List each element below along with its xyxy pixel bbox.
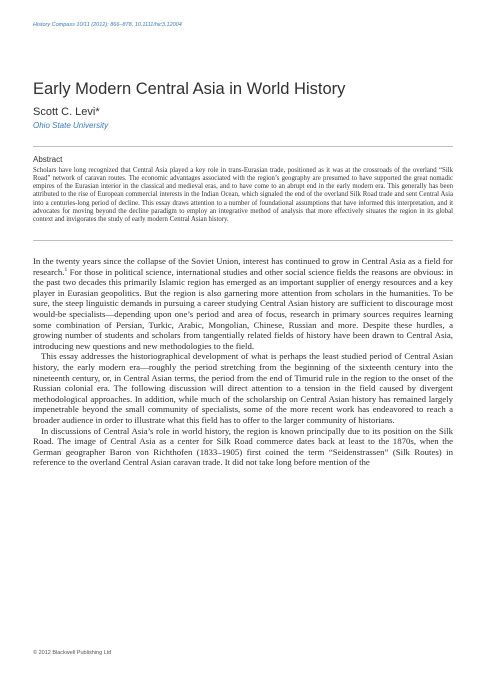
- body-paragraph-1: [33, 256, 453, 351]
- abstract-heading: Abstract: [33, 155, 63, 164]
- author-name: Scott C. Levi*: [33, 106, 100, 118]
- journal-citation[interactable]: History Compass 10/11 (2012): 866–878, 10.1111/hic3.12004: [33, 22, 182, 28]
- abstract-top-divider: [33, 146, 453, 147]
- article-body: [33, 256, 453, 468]
- copyright-footer: © 2012 Blackwell Publishing Ltd: [33, 650, 112, 656]
- abstract-bottom-divider: [33, 240, 453, 241]
- paragraph-1-continued: For those in political science, international studies and other social science fields the reasons are obvious: in the past two decades this primarily Islamic region has emerged as an important supplier of energy resources and a key player in Eurasian geopolitics. But the region is also garnering more attention from scholars in the humanities. To be sure, the steep linguistic demands in pursuing a career studying Central Asian history are sufficient to discourage most would-be specialists—depending upon one’s period and area of focus, research in primary sources requires learning some combination of Persian, Turkic, Arabic, Mongolian, Chinese, Russian and more. Despite these hurdles, a growing number of students and scholars from tangentially related fields of history have been drawn to Central Asia, introducing new questions and new methodologies to the field.: [33, 266, 453, 351]
- author-affiliation[interactable]: Ohio State University: [33, 121, 109, 130]
- body-paragraph-3: In discussions of Central Asia’s role in world history, the region is known principally due to its position on the Silk Road. The image of Central Asia as a center for Silk Road commerce dates back at least to the 1870s, when the German geographer Baron von Richthofen (1833–1905) first coined the term “Seidenstrassen” (Silk Routes) in reference to the overland Central Asian caravan trade. It did not take long before mention of the: [33, 425, 453, 468]
- abstract-text: Scholars have long recognized that Central Asia played a key role in trans-Eurasian trade, positioned as it was at the crossroads of the overland “Silk Road” network of caravan routes. The economic advantages associated with the region’s geography are presumed to have supported the great nomadic empires of the Eurasian interior in the classical and medieval eras, and to have come to an abrupt end in the early modern era. This generally has been attributed to the rise of European commercial interests in the Indian Ocean, which signaled the end of the overland Silk Road trade and sent Central Asia into a centuries-long period of decline. This essay draws attention to a number of foundational assumptions that have informed this interpretation, and it advocates for moving beyond the decline paradigm to employ an integrative method of analysis that more effectively situates the region in its global context and invigorates the study of early modern Central Asian history.: [33, 167, 453, 223]
- paragraph-1-text: In the twenty years since the collapse of the Soviet Union, interest has continued to grow in Central Asia as a field for research.: [33, 256, 453, 277]
- body-paragraph-2: This essay addresses the historiographical development of what is perhaps the least studied period of Central Asian history, the early modern era—roughly the period stretching from the beginning of the sixteenth century into the nineteenth century, or, in Central Asian terms, the period from the end of Timurid rule in the region to the onset of the Russian colonial era. The following discussion will direct attention to a tension in the field caused by divergent methodological approaches. In addition, while much of the scholarship on Central Asian history has remained largely impenetrable beyond the small community of specialists, some of the more recent work has endeavored to reach a broader audience in order to illustrate what this field has to offer to the larger community of historians.: [33, 351, 453, 425]
- footnote-1-marker[interactable]: 1: [64, 266, 68, 273]
- article-title: Early Modern Central Asia in World History: [33, 80, 346, 98]
